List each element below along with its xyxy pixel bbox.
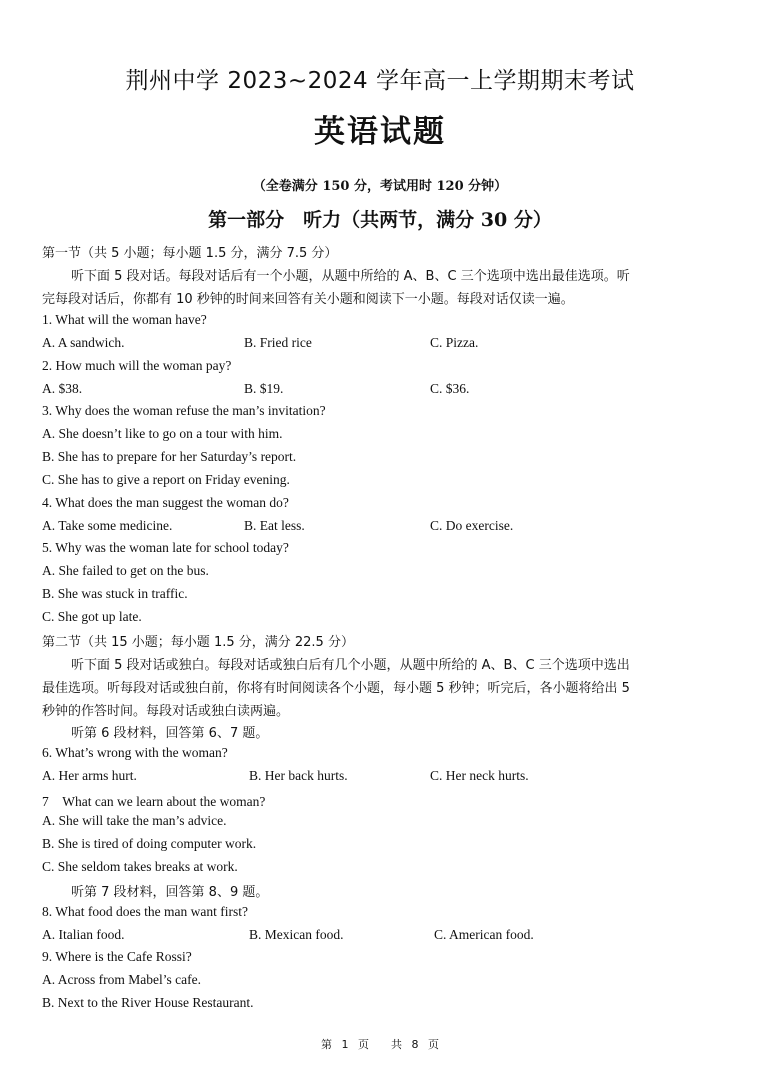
question-6-option-b: B. Her back hurts. bbox=[249, 768, 348, 783]
question-4-option-c: C. Do exercise. bbox=[430, 518, 514, 533]
question-9-stem: 9. Where is the Cafe Rossi? bbox=[42, 949, 192, 964]
section1-instruction-1: 听下面 5 段对话。每段对话后有一个小题，从题中所给的 A、B、C 三个选项中选出最佳选项。听 bbox=[71, 269, 630, 284]
question-2-option-b: B. $19. bbox=[244, 381, 284, 396]
question-7-option-b: B. She is tired of doing computer work. bbox=[42, 836, 257, 851]
page-footer: 第 1 页 共 8 页 bbox=[321, 1038, 439, 1051]
question-2-stem: 2. How much will the woman pay? bbox=[42, 358, 232, 373]
exam-title: 荆州中学 2023~2024 学年高一上学期期末考试 bbox=[125, 68, 635, 94]
question-4-stem: 4. What does the man suggest the woman do? bbox=[42, 495, 289, 510]
question-7-stem: 7 What can we learn about the woman? bbox=[42, 794, 266, 809]
question-1-stem: 1. What will the woman have? bbox=[42, 312, 207, 327]
question-5-option-a: A. She failed to get on the bus. bbox=[42, 563, 209, 578]
section2-instruction-3: 秒钟的作答时间。每段对话或独白读两遍。 bbox=[42, 704, 290, 719]
question-3-option-c: C. She has to give a report on Friday evening. bbox=[42, 472, 290, 487]
question-8-option-a: A. Italian food. bbox=[42, 927, 125, 942]
question-5-option-c: C. She got up late. bbox=[42, 609, 142, 624]
question-9-option-a: A. Across from Mabel’s cafe. bbox=[42, 972, 201, 987]
question-1-option-c: C. Pizza. bbox=[430, 335, 479, 350]
question-8-option-c: C. American food. bbox=[434, 927, 534, 942]
question-2-option-a: A. $38. bbox=[42, 381, 83, 396]
question-7-option-a: A. She will take the man’s advice. bbox=[42, 813, 227, 828]
material-7-note: 听第 7 段材料，回答第 8、9 题。 bbox=[71, 885, 269, 900]
question-3-option-a: A. She doesn’t like to go on a tour with him. bbox=[42, 426, 283, 441]
question-4-option-a: A. Take some medicine. bbox=[42, 518, 173, 533]
question-4-option-b: B. Eat less. bbox=[244, 518, 305, 533]
section2-instruction-2: 最佳选项。听每段对话或独白前，你将有时间阅读各个小题，每小题 5 秒钟；听完后，各小题将给出 5 bbox=[42, 681, 630, 696]
question-7-option-c: C. She seldom takes breaks at work. bbox=[42, 859, 238, 874]
question-6-stem: 6. What’s wrong with the woman? bbox=[42, 745, 228, 760]
question-5-stem: 5. Why was the woman late for school today? bbox=[42, 540, 289, 555]
question-1-option-b: B. Fried rice bbox=[244, 335, 312, 350]
question-3-option-b: B. She has to prepare for her Saturday’s report. bbox=[42, 449, 297, 464]
subject-title: 英语试题 bbox=[314, 114, 446, 150]
question-8-stem: 8. What food does the man want first? bbox=[42, 904, 248, 919]
exam-note: （全卷满分 150 分，考试用时 120 分钟） bbox=[252, 179, 508, 194]
material-6-note: 听第 6 段材料，回答第 6、7 题。 bbox=[71, 726, 269, 741]
question-1-option-a: A. A sandwich. bbox=[42, 335, 125, 350]
question-5-option-b: B. She was stuck in traffic. bbox=[42, 586, 188, 601]
section1-instruction-2: 完每段对话后，你都有 10 秒钟的时间来回答有关小题和阅读下一小题。每段对话仅读一遍。 bbox=[42, 292, 574, 307]
section2-instruction-1: 听下面 5 段对话或独白。每段对话或独白后有几个小题，从题中所给的 A、B、C 三个选项中选出 bbox=[71, 658, 630, 673]
section2-heading: 第二节（共 15 小题；每小题 1.5 分，满分 22.5 分） bbox=[42, 635, 354, 650]
question-9-option-b: B. Next to the River House Restaurant. bbox=[42, 995, 254, 1010]
question-2-option-c: C. $36. bbox=[430, 381, 470, 396]
question-6-option-a: A. Her arms hurt. bbox=[42, 768, 137, 783]
section1-heading: 第一节（共 5 小题；每小题 1.5 分，满分 7.5 分） bbox=[42, 246, 338, 261]
question-8-option-b: B. Mexican food. bbox=[249, 927, 344, 942]
part-one-title: 第一部分 听力（共两节，满分 30 分） bbox=[208, 209, 552, 231]
question-6-option-c: C. Her neck hurts. bbox=[430, 768, 529, 783]
question-3-stem: 3. Why does the woman refuse the man’s invitation? bbox=[42, 403, 326, 418]
